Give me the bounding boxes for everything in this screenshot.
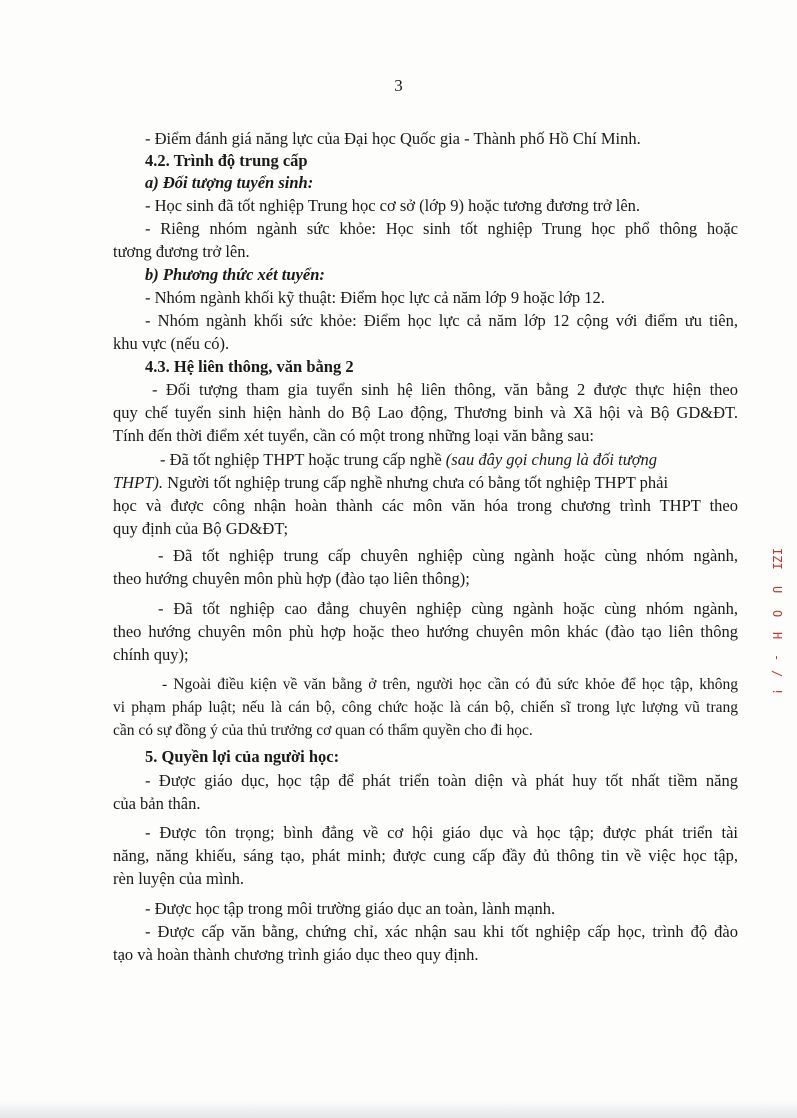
text-line	[160, 449, 738, 471]
text-line: - Học sinh đã tốt nghiệp Trung học cơ sở (lớp 9) hoặc tương đương trở lên.	[145, 196, 641, 215]
text-line: - Được cấp văn bằng, chứng chỉ, xác nhận sau khi tốt nghiệp cấp học, trình độ đào	[145, 922, 738, 941]
page-number: 3	[394, 76, 403, 95]
subsection-heading: a) Đối tượng tuyển sinh:	[145, 173, 314, 192]
margin-handwritten-marks	[770, 548, 790, 708]
margin-mark: /	[770, 670, 784, 678]
scan-bottom-edge	[0, 1100, 797, 1118]
text-line: - Điểm đánh giá năng lực của Đại học Quốc gia - Thành phố Hồ Chí Minh.	[145, 129, 641, 148]
text-line: - Nhóm ngành khối kỹ thuật: Điểm học lực cả năm lớp 9 hoặc lớp 12.	[145, 288, 605, 307]
text-line-italic: (sau đây gọi chung là đối tượng	[445, 450, 658, 469]
section-heading: 4.2. Trình độ trung cấp	[145, 151, 308, 170]
text-line: - Được giáo dục, học tập để phát triển toàn diện và phát huy tốt nhất tiềm năng	[145, 771, 738, 790]
text-line: quy định của Bộ GD&ĐT;	[113, 519, 289, 538]
margin-mark: -	[770, 654, 784, 662]
margin-mark: U	[770, 586, 784, 594]
text-line: quy chế tuyển sinh hiện hành do Bộ Lao động, Thương binh và Xã hội và Bộ GD&ĐT.	[113, 403, 738, 422]
text-line: - Được tôn trọng; bình đẳng về cơ hội giáo dục và học tập; được phát triển tài	[145, 823, 738, 842]
text-line: năng, năng khiếu, sáng tạo, phát minh; được cung cấp đầy đủ thông tin về việc học tập,	[113, 846, 738, 865]
text-line: của bản thân.	[113, 794, 201, 813]
text-line	[113, 472, 738, 494]
text-line: tương đương trở lên.	[113, 242, 250, 261]
margin-mark: H	[770, 632, 784, 640]
subsection-heading: b) Phương thức xét tuyển:	[145, 265, 325, 284]
text-line: Tính đến thời điểm xét tuyển, cần có một trong những loại văn bằng sau:	[113, 426, 594, 445]
text-line: - Riêng nhóm ngành sức khỏe: Học sinh tốt nghiệp Trung học phổ thông hoặc	[145, 219, 738, 238]
text-line: học và được công nhận hoàn thành các môn văn hóa trong chương trình THPT theo	[113, 496, 738, 515]
text-line-regular: Người tốt nghiệp trung cấp nghề nhưng chưa có bằng tốt nghiệp THPT phải	[162, 473, 669, 492]
margin-mark: IZI	[770, 548, 784, 570]
text-line: - Được học tập trong môi trường giáo dục an toàn, lành mạnh.	[145, 899, 556, 918]
text-line: tạo và hoàn thành chương trình giáo dục theo quy định.	[113, 945, 479, 964]
text-line: theo hướng chuyên môn phù hợp hoặc theo hướng chuyên môn khác (đào tạo liên thông	[113, 622, 738, 641]
margin-mark: !	[770, 688, 784, 696]
text-line: theo hướng chuyên môn phù hợp (đào tạo liên thông);	[113, 569, 470, 588]
section-heading: 5. Quyền lợi của người học:	[145, 747, 340, 766]
text-line: - Đối tượng tham gia tuyển sinh hệ liên thông, văn bằng 2 được thực hiện theo	[152, 380, 738, 399]
section-heading: 4.3. Hệ liên thông, văn bằng 2	[145, 357, 354, 376]
text-line-italic: THPT).	[113, 473, 163, 492]
text-line: - Đã tốt nghiệp cao đẳng chuyên nghiệp cùng ngành hoặc cùng nhóm ngành,	[158, 599, 738, 618]
text-line: chính quy);	[113, 645, 189, 664]
text-line: khu vực (nếu có).	[113, 334, 230, 353]
margin-mark: O	[770, 610, 784, 618]
text-line: vi phạm pháp luật; nếu là cán bộ, công chức hoặc là cán bộ, chiến sĩ trong lực lượng vũ trang	[113, 699, 738, 716]
text-line-regular: - Đã tốt nghiệp THPT hoặc trung cấp nghề	[160, 450, 446, 469]
text-line: - Nhóm ngành khối sức khỏe: Điểm học lực cả năm lớp 12 cộng với điểm ưu tiên,	[145, 311, 738, 330]
text-line: rèn luyện của mình.	[113, 869, 245, 888]
text-line: - Đã tốt nghiệp trung cấp chuyên nghiệp cùng ngành hoặc cùng nhóm ngành,	[158, 546, 738, 565]
text-line: - Ngoài điều kiện về văn bằng ở trên, người học cần có đủ sức khỏe để học tập, không	[162, 676, 738, 693]
text-line: cần có sự đồng ý của thủ trưởng cơ quan có thẩm quyền cho đi học.	[113, 722, 533, 739]
